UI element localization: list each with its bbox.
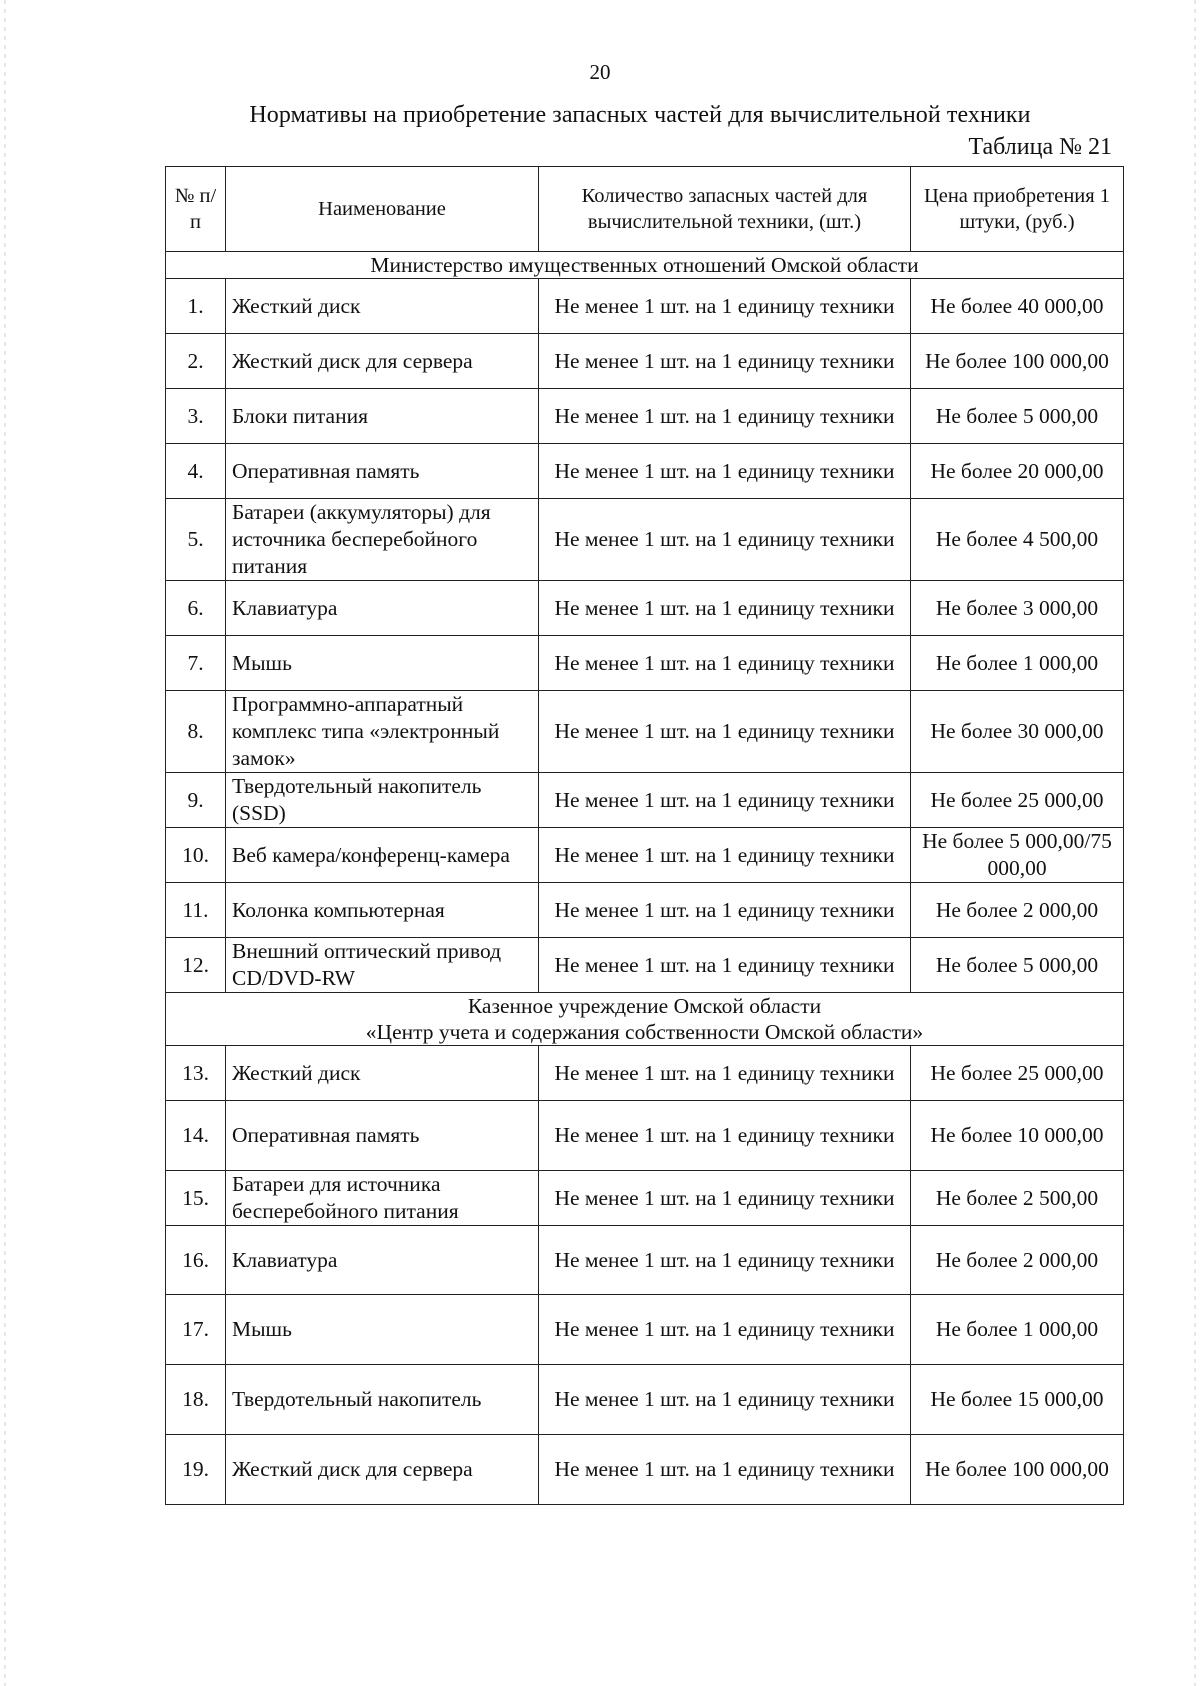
row-num: 19. [166,1435,226,1505]
table-row [166,581,1124,636]
table-row [166,499,1124,581]
row-name: Твердотельный накопитель [226,1365,539,1435]
row-price: Не более 1 000,00 [911,1295,1124,1365]
page-title: Нормативы на приобретение запасных частей для вычислительной техники [249,102,1031,128]
row-price: Не более 1 000,00 [911,636,1124,691]
row-num: 16. [166,1226,226,1295]
scan-edge-right [1194,0,1196,1686]
table-row [166,1101,1124,1171]
row-qty: Не менее 1 шт. на 1 единицу техники [539,1171,911,1226]
row-num: 13. [166,1046,226,1101]
row-num: 4. [166,444,226,499]
row-name: Клавиатура [226,1226,539,1295]
row-num: 3. [166,389,226,444]
table-row [166,828,1124,883]
row-name: Мышь [226,1295,539,1365]
row-name: Клавиатура [226,581,539,636]
row-price: Не более 25 000,00 [911,773,1124,828]
table-row [166,1435,1124,1505]
section-title-line2: «Центр учета и содержания собственности Омской области» [365,1020,924,1044]
header-num: № п/п [166,167,226,252]
row-qty: Не менее 1 шт. на 1 единицу техники [539,1226,911,1295]
section-title: Министерство имущественных отношений Омской области [166,252,1124,279]
row-num: 17. [166,1295,226,1365]
row-price: Не более 25 000,00 [911,1046,1124,1101]
row-num: 11. [166,883,226,938]
row-qty: Не менее 1 шт. на 1 единицу техники [539,636,911,691]
header-qty: Количество запасных частей для вычислительной техники, (шт.) [539,167,911,252]
section-title [166,993,1124,1046]
row-num: 14. [166,1101,226,1171]
row-price: Не более 100 000,00 [911,1435,1124,1505]
row-name: Программно-аппаратный комплекс типа «электронный замок» [226,691,539,773]
row-num: 9. [166,773,226,828]
table-row [166,1171,1124,1226]
table-label: Таблица № 21 [968,134,1112,160]
header-price: Цена приобретения 1 штуки, (руб.) [911,167,1124,252]
row-price: Не более 30 000,00 [911,691,1124,773]
row-qty: Не менее 1 шт. на 1 единицу техники [539,279,911,334]
table-row [166,1295,1124,1365]
row-num: 5. [166,499,226,581]
row-qty: Не менее 1 шт. на 1 единицу техники [539,389,911,444]
section-title-line1: Казенное учреждение Омской области [467,994,822,1018]
row-name: Оперативная память [226,444,539,499]
table-row [166,691,1124,773]
table-row [166,1226,1124,1295]
table-header-row [166,167,1124,252]
row-qty: Не менее 1 шт. на 1 единицу техники [539,828,911,883]
table-row [166,444,1124,499]
row-qty: Не менее 1 шт. на 1 единицу техники [539,883,911,938]
row-price: Не более 100 000,00 [911,334,1124,389]
row-num: 10. [166,828,226,883]
scan-edge-left [4,0,6,1686]
row-price: Не более 20 000,00 [911,444,1124,499]
row-name: Внешний оптический привод CD/DVD-RW [226,938,539,993]
row-num: 18. [166,1365,226,1435]
row-qty: Не менее 1 шт. на 1 единицу техники [539,1295,911,1365]
row-name: Жесткий диск для сервера [226,1435,539,1505]
row-name: Колонка компьютерная [226,883,539,938]
row-qty: Не менее 1 шт. на 1 единицу техники [539,499,911,581]
row-num: 8. [166,691,226,773]
row-price: Не более 2 000,00 [911,1226,1124,1295]
table-row [166,389,1124,444]
row-name: Мышь [226,636,539,691]
row-price: Не более 40 000,00 [911,279,1124,334]
table-row [166,773,1124,828]
table-row [166,636,1124,691]
row-qty: Не менее 1 шт. на 1 единицу техники [539,773,911,828]
section-header-row [166,252,1124,279]
row-num: 6. [166,581,226,636]
row-price: Не более 3 000,00 [911,581,1124,636]
row-name: Жесткий диск [226,279,539,334]
row-price: Не более 5 000,00 [911,389,1124,444]
row-qty: Не менее 1 шт. на 1 единицу техники [539,1435,911,1505]
row-qty: Не менее 1 шт. на 1 единицу техники [539,444,911,499]
row-name: Блоки питания [226,389,539,444]
row-price: Не более 4 500,00 [911,499,1124,581]
row-num: 7. [166,636,226,691]
row-name: Оперативная память [226,1101,539,1171]
row-price: Не более 2 000,00 [911,883,1124,938]
row-price: Не более 15 000,00 [911,1365,1124,1435]
row-num: 1. [166,279,226,334]
table-row [166,883,1124,938]
row-num: 2. [166,334,226,389]
row-name: Жесткий диск [226,1046,539,1101]
row-qty: Не менее 1 шт. на 1 единицу техники [539,1101,911,1171]
row-qty: Не менее 1 шт. на 1 единицу техники [539,691,911,773]
table-row [166,1046,1124,1101]
row-name: Жесткий диск для сервера [226,334,539,389]
row-name: Веб камера/конференц-камера [226,828,539,883]
row-qty: Не менее 1 шт. на 1 единицу техники [539,334,911,389]
table-row [166,938,1124,993]
row-num: 12. [166,938,226,993]
table-row [166,334,1124,389]
row-price: Не более 2 500,00 [911,1171,1124,1226]
row-price: Не более 5 000,00/75 000,00 [911,828,1124,883]
row-name: Твердотельный накопитель (SSD) [226,773,539,828]
row-name: Батареи для источника бесперебойного питания [226,1171,539,1226]
row-price: Не более 10 000,00 [911,1101,1124,1171]
row-qty: Не менее 1 шт. на 1 единицу техники [539,581,911,636]
row-name: Батареи (аккумуляторы) для источника бесперебойного питания [226,499,539,581]
row-qty: Не менее 1 шт. на 1 единицу техники [539,938,911,993]
table-row [166,1365,1124,1435]
header-name: Наименование [226,167,539,252]
row-qty: Не менее 1 шт. на 1 единицу техники [539,1365,911,1435]
row-qty: Не менее 1 шт. на 1 единицу техники [539,1046,911,1101]
section-header-row [166,993,1124,1046]
row-num: 15. [166,1171,226,1226]
page-number: 20 [589,60,611,84]
table-row [166,279,1124,334]
norms-table [165,166,1124,1505]
row-price: Не более 5 000,00 [911,938,1124,993]
